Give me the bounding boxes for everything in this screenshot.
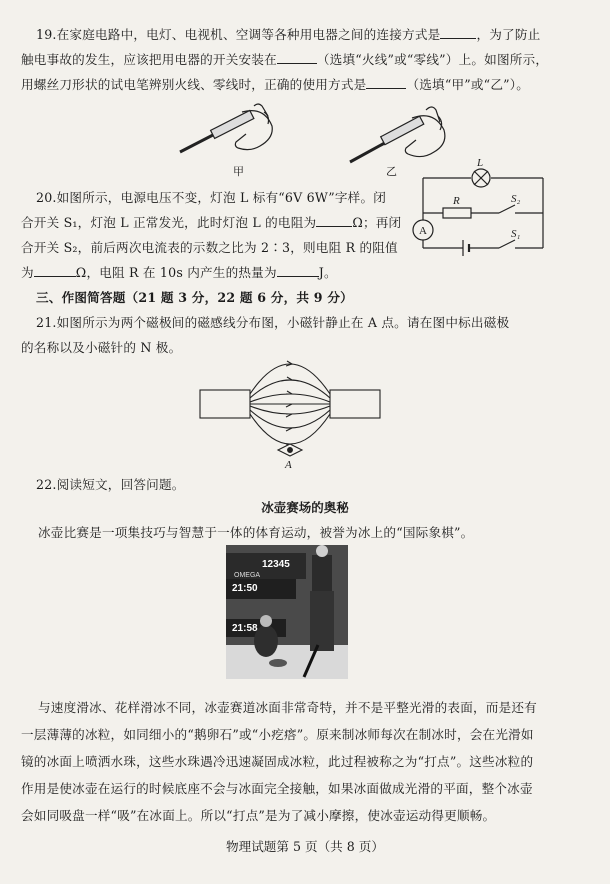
article-p2-line2: 一层薄薄的冰粒，如同细小的“鹅卵石”或“小疙瘩”。原来制冰师每次在制冰时，会在光滑如 xyxy=(21,727,534,742)
q22-intro: 22.阅读短文，回答问题。 xyxy=(36,477,185,492)
article-p2-line4: 作用是使冰壶在运行的时候底座不会与冰面完全接触，如果冰面做成光滑的平面，整个冰壶 xyxy=(21,781,533,796)
q20-line2: 合开关 S₁，灯泡 L 正常发光，此时灯泡 L 的电阻为 Ω；再闭 xyxy=(21,215,402,230)
s1-label: S₁ xyxy=(511,228,521,240)
article-p2-line5: 会如同吸盘一样“吸”在冰面上。所以“打点”是为了减小摩擦，使冰壶运动得更顺畅。 xyxy=(21,808,496,823)
article-p2-line1: 与速度滑冰、花样滑冰不同，冰壶赛道冰面非常奇特，并不是平整光滑的表面，而是还有 xyxy=(38,700,537,715)
resistor-label: R xyxy=(453,195,460,207)
q19-line2: 触电事故的发生，应该把用电器的开关安装在 （选填“火线”或“零线”）上。如图所示， xyxy=(21,52,549,67)
answer-blank xyxy=(277,63,317,64)
article-p2-line3: 镜的冰面上喷洒水珠，这些水珠遇冷迅速凝固成冰粒，此过程被称之为“打点”。这些冰粒的 xyxy=(21,754,534,769)
answer-blank xyxy=(440,38,476,39)
answer-blank xyxy=(316,226,352,227)
label-yi: 乙 xyxy=(386,165,398,178)
scoreboard-brand: OMEGA xyxy=(234,572,261,579)
ammeter-label: A xyxy=(419,225,427,237)
point-a-label: A xyxy=(285,459,292,471)
clock-1: 21:50 xyxy=(232,583,258,594)
s2-label: S₂ xyxy=(511,193,521,205)
lamp-label: L xyxy=(477,157,484,169)
magnetic-field-diagram xyxy=(200,356,380,471)
scoreboard-digits: 12345 xyxy=(262,559,290,570)
clock-2: 21:58 xyxy=(232,623,258,634)
q21-line1: 21.如图所示为两个磁极间的磁感线分布图，小磁针静止在 A 点。请在图中标出磁极 xyxy=(36,315,510,330)
answer-blank xyxy=(366,88,406,89)
answer-blank xyxy=(277,276,319,277)
section-heading: 三、作图简答题（21 题 3 分，22 题 6 分，共 9 分） xyxy=(36,290,353,305)
q19-line3: 用螺丝刀形状的试电笔辨别火线、零线时，正确的使用方式是 （选填“甲”或“乙”）。 xyxy=(21,77,530,92)
circuit-diagram xyxy=(403,158,553,270)
article-title: 冰壶赛场的奥秘 xyxy=(261,500,349,515)
q21-line2: 的名称以及小磁针的 N 极。 xyxy=(21,340,182,355)
q20-line4: 为 Ω，电阻 R 在 10s 内产生的热量为 J。 xyxy=(21,265,337,280)
q20-line3: 合开关 S₂，前后两次电流表的示数之比为 2∶3，则电阻 R 的阻值 xyxy=(21,240,398,255)
q19-line1: 19.在家庭电路中，电灯、电视机、空调等各种用电器之间的连接方式是 ，为了防止 xyxy=(36,27,541,42)
answer-blank xyxy=(34,276,76,277)
page-footer: 物理试题第 5 页（共 8 页） xyxy=(226,839,384,854)
article-p1: 冰壶比赛是一项集技巧与智慧于一体的体育运动，被誉为冰上的“国际象棋”。 xyxy=(38,525,474,540)
q20-line1: 20.如图所示，电源电压不变，灯泡 L 标有“6V 6W”字样。闭 xyxy=(36,190,387,205)
label-jia: 甲 xyxy=(233,165,245,178)
curling-photo xyxy=(226,545,348,679)
